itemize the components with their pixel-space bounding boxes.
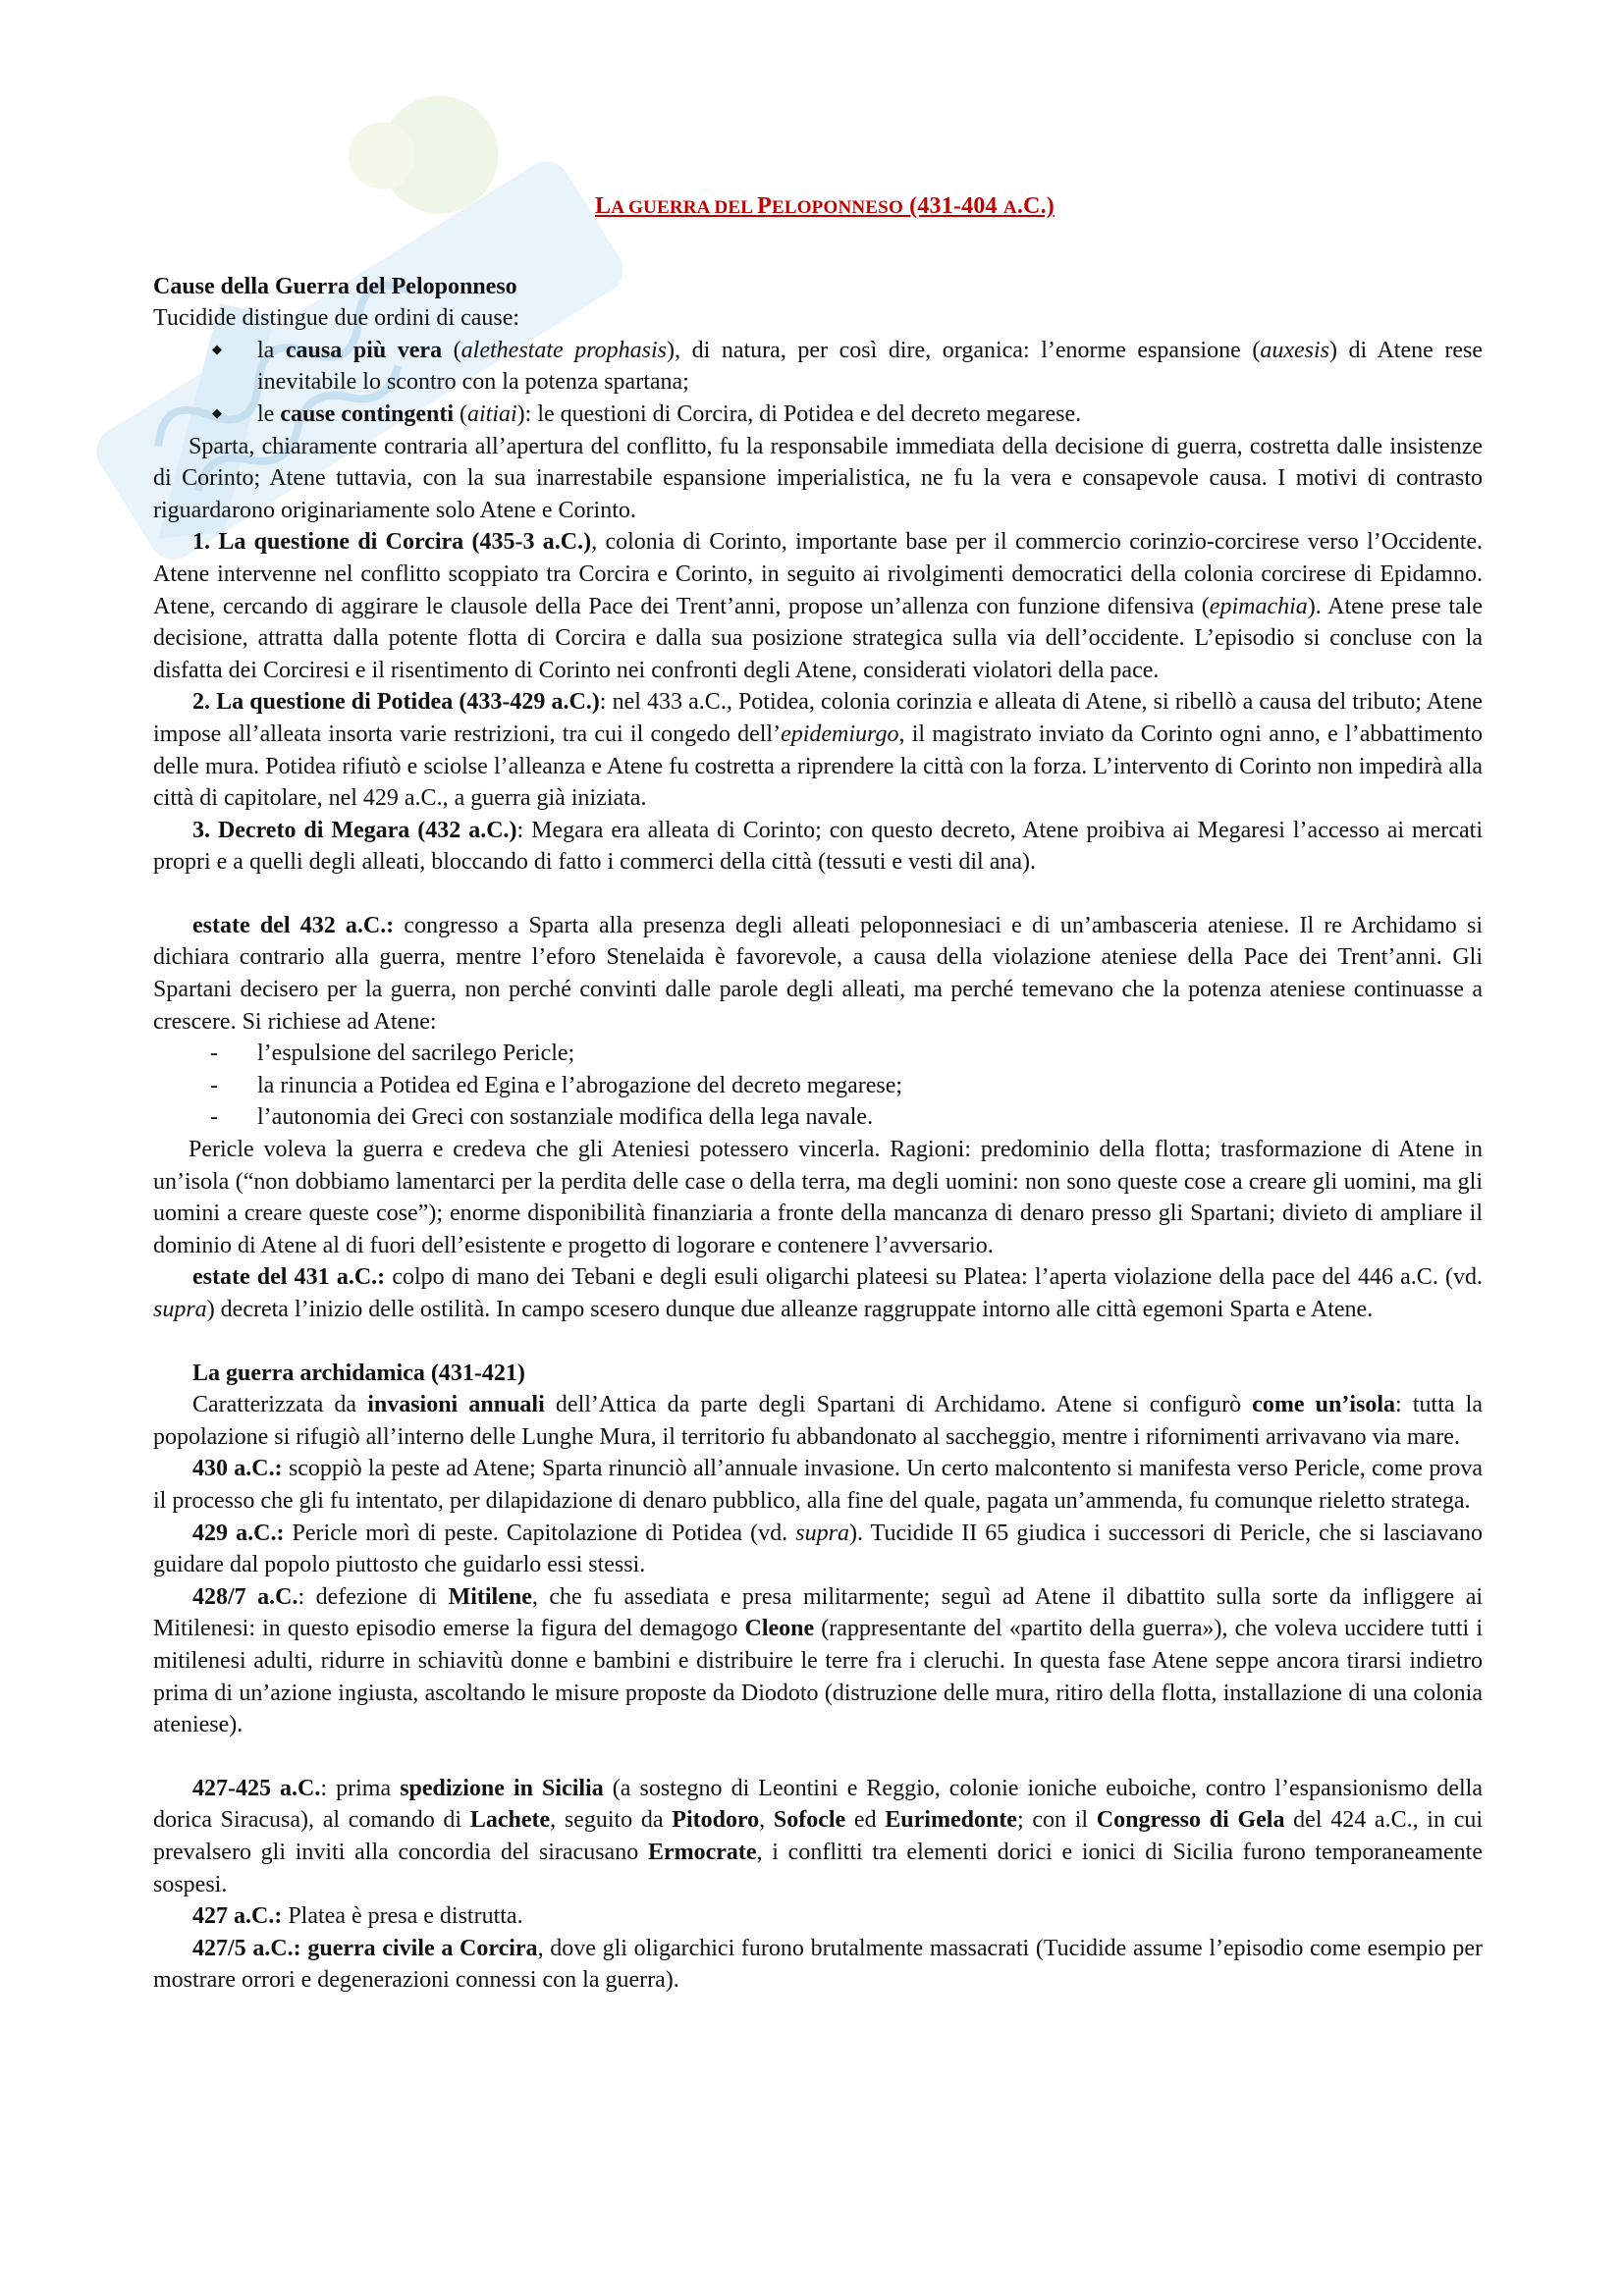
list-item: - l’espulsione del sacrilego Pericle; — [210, 1038, 1483, 1070]
paragraph-427-5: 427/5 a.C.: guerra civile a Corcira, dove gli oligarchici furono brutalmente massacrati (Tucidide assume l’episodio come esempio per mostrare orrori e degenerazioni connessi con la guerra). — [153, 1935, 1483, 1994]
paragraph-estate-432: estate del 432 a.C.: congresso a Sparta alla presenza degli alleati peloponnesiaci e di un’ambasceria ateniese. Il re Archidamo si dichiara contrario alla guerra, mentre l’eforo Stenelaida è favorevole, a causa della violazione ateniese della Pace dei Trent’anni. Gli Spartani decisero per la guerra, non perché convinti dalle parole degli alleati, ma perché temevano che la potenza ateniese continuasse a crescere. Si richiese ad Atene: — [153, 912, 1484, 1035]
list-item: - la rinuncia a Potidea ed Egina e l’abrogazione del decreto megarese; — [210, 1070, 1483, 1102]
causes-intro: Tucidide distingue due ordini di cause: — [153, 305, 520, 332]
paragraph-potidea: 2. La questione di Potidea (433-429 a.C.): nel 433 a.C., Potidea, colonia corinzia e alleata di Atene, si ribellò a causa del tributo; Atene impose all’alleata insorta varie restrizioni, tra cui il congedo dell’epidemiurgo, il magistrato inviato da Corinto ogni anno, e l’abbattimento delle mura. Potidea rifiutò e sciolse l’alleanza e Atene fu costretta a riprendere la città con la forza. L’intervento di Corinto non impedirà alla città di capitolare, nel 429 a.C., a guerra già iniziata. — [153, 689, 1484, 812]
paragraph-estate-431: estate del 431 a.C.: colpo di mano dei Tebani e degli esuli oligarchi plateesi su Platea: l’aperta violazione della pace del 446 a.C. (vd. supra) decreta l’inizio delle ostilità. In campo scesero dunque due alleanze raggruppate intorno alle città egemoni Sparta e Atene. — [153, 1264, 1483, 1322]
demands-list — [153, 1038, 1483, 1134]
spacer — [153, 1741, 1483, 1773]
paragraph-corcira: 1. La questione di Corcira (435-3 a.C.), colonia di Corinto, importante base per il commercio corinzio-corcirese verso l’Occidente. Atene intervenne nel conflitto scoppiato tra Corcira e Corinto, in seguito ai rivolgimenti democratici della colonia corcirese di Epidamno. Atene, cercando di aggirare le clausole della Pace dei Trent’anni, propose un’allenza con funzione difensiva (epimachia). Atene prese tale decisione, attratta dalla potente flotta di Corcira e dalla sua posizione strategica sulla via dell’occidente. L’episodio si concluse con la disfatta dei Corciresi e il risentimento di Corinto nei confronti degli Atene, considerati violatori della pace. — [153, 529, 1484, 683]
paragraph-429: 429 a.C.: Pericle morì di peste. Capitolazione di Potidea (vd. supra). Tucidide II 65 giudica i successori di Pericle, che si lasciavano guidare dal popolo piuttosto che guidarlo essi stessi. — [153, 1520, 1483, 1578]
document-body — [153, 190, 1483, 1997]
causes-heading: Cause della Guerra del Peloponneso — [153, 273, 517, 299]
list-item: ◆ le cause contingenti (aitiai): le questioni di Corcira, di Potidea e del decreto megarese. — [212, 399, 1483, 431]
list-item: ◆ la causa più vera (alethestate prophasis), di natura, per così dire, organica: l’enorme espansione (auxesis) di Atene rese inevitabile lo scontro con la potenza spartana; — [212, 335, 1483, 399]
paragraph-428: 428/7 a.C.: defezione di Mitilene, che fu assediata e presa militarmente; seguì ad Atene il dibattito sulla sorte da infliggere ai Mitilenesi: in questo episodio emerse la figura del demagogo Cleone (rappresentante del «partito della guerra»), che voleva uccidere tutti i mitilenesi adulti, ridurre in schiavitù donne e bambini e distribuire le terre fra i cleruchi. In questa fase Atene seppe ancora tirarsi indietro prima di un’azione ingiusta, ascoltando le misure proposte da Diodoto (distruzione delle mura, ritiro della flotta, installazione di una colonia ateniese). — [153, 1583, 1484, 1738]
paragraph-megara: 3. Decreto di Megara (432 a.C.): Megara era alleata di Corinto; con questo decreto, Atene proibiva ai Megaresi l’accesso ai mercati propri e a quelli degli alleati, bloccando di fatto i commerci della città (tessuti e vesti dil ana). — [153, 817, 1483, 876]
paragraph-427-425: 427-425 a.C.: prima spedizione in Sicilia (a sostegno di Leontini e Reggio, colonie ioniche euboiche, contro l’espansionismo della dorica Siracusa), al comando di Lachete, seguito da Pitodoro, Sofocle ed Eurimedonte; con il Congresso di Gela del 424 a.C., in cui prevalsero gli inviti alla concordia del siracusano Ermocrate, i conflitti tra elementi dorici e ionici di Sicilia furono temporaneamente sospesi. — [153, 1775, 1484, 1897]
paragraph-archidamica: Caratterizzata da invasioni annuali dell’Attica da parte degli Spartani di Archidamo. Atene si configurò come un’isola: tutta la popolazione si rifugiò all’interno delle Lunghe Mura, il territorio fu abbandonato al saccheggio, mentre i rifornimenti arrivavano via mare. — [153, 1392, 1483, 1450]
paragraph-pericle: Pericle voleva la guerra e credeva che gli Ateniesi potessero vincerla. Ragioni: predominio della flotta; trasformazione di Atene in un’isola (“non dobbiamo lamentarci per la perdita delle case o della terra, ma degli uomini: non sono queste cose a creare gli uomini, ma gli uomini a creare queste cose”); enorme disponibilità finanziaria a fronte della mancanza di denaro presso gli Spartani; divieto di ampliare il dominio di Atene al di fuori dell’esistente e progetto di logorare e contenere l’avversario. — [153, 1137, 1483, 1258]
paragraph-430: 430 a.C.: scoppiò la peste ad Atene; Sparta rinunciò all’annuale invasione. Un certo malcontento si manifesta verso Pericle, come prova il processo che gli fu intentato, per dilapidazione di denaro pubblico, alla fine del quale, pagata un’ammenda, fu comunque rieletto stratega. — [153, 1456, 1484, 1514]
paragraph-sparta: Sparta, chiaramente contraria all’apertura del conflitto, fu la responsabile immediata della decisione di guerra, costretta dalle insistenze di Corinto; Atene tuttavia, con la sua inarrestabile espansione imperialistica, ne fu la vera e consapevole causa. I motivi di contrasto riguardarono originariamente solo Atene e Corinto. — [153, 433, 1483, 523]
spacer — [153, 1326, 1483, 1358]
list-item: - l’autonomia dei Greci con sostanziale modifica della lega navale. — [210, 1101, 1483, 1134]
paragraph-427: 427 a.C.: Platea è presa e distrutta. — [192, 1903, 523, 1930]
spacer — [153, 879, 1483, 910]
document-title: LA GUERRA DEL PELOPONNESO (431-404 A.C.) — [595, 193, 1055, 219]
causes-list — [153, 335, 1483, 431]
archidamica-heading: La guerra archidamica (431-421) — [192, 1360, 525, 1386]
